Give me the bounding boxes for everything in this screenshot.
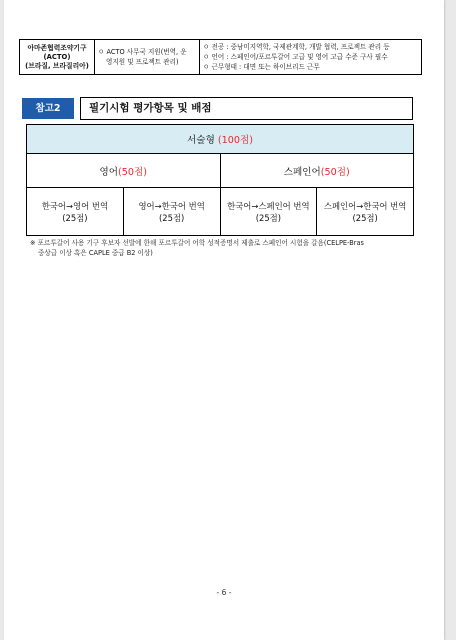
item-cell: [220, 188, 317, 236]
footnote: [30, 238, 426, 258]
table-row: [20, 40, 422, 75]
item-name: 영어→한국어 번역: [138, 200, 205, 211]
item-name: 한국어→스페인어 번역: [227, 200, 310, 211]
english-points: (50점): [118, 166, 147, 178]
item-points: (25점): [255, 212, 282, 223]
table-row: [27, 188, 414, 236]
english-label: 영어: [99, 166, 119, 178]
reference-badge: 참고2: [22, 98, 74, 119]
item-points: (25점): [62, 212, 88, 223]
reference-title: 필기시험 평가항목 및 배점: [80, 97, 413, 120]
item-cell: [317, 188, 414, 236]
item-points: (25점): [158, 212, 185, 223]
org-location: (브라질, 브라질리아): [25, 61, 89, 70]
table-row: [27, 154, 414, 188]
footnote-line: 중상급 이상 혹은 CAPLE 중급 B2 이상): [38, 249, 153, 257]
item-name: 한국어→영어 번역: [41, 200, 109, 211]
item-cell: [123, 188, 220, 236]
organization-cell: [20, 40, 95, 75]
english-cell: [27, 154, 221, 188]
essay-header-cell: [27, 125, 414, 154]
score-table: [26, 124, 414, 236]
page-number: - 6 -: [216, 588, 232, 597]
spanish-points: (50점): [320, 166, 350, 178]
essay-points: (100점): [217, 135, 253, 146]
item-points: (25점): [352, 212, 378, 223]
requirements-cell: [200, 40, 422, 75]
requirement-language: ㅇ 언어 : 스페인어/포르투갈어 고급 및 영어 고급 수준 구사 필수: [203, 53, 388, 61]
org-name: 아마존협력조약기구: [27, 43, 87, 52]
footnote-line: ※ 포르투갈어 사용 기구 후보자 선발에 한해 포르투갈어 어학 성적증명서 제출로 스페인어 시험을 갈음(CELPE-Bras: [30, 239, 364, 247]
org-abbr: (ACTO): [43, 52, 71, 61]
requirement-major: ㅇ 전공 : 중남미지역학, 국제관계학, 개발 협력, 프로젝트 관리 등: [203, 43, 390, 51]
essay-label: 서술형: [187, 135, 218, 146]
table-row: [27, 125, 414, 154]
item-name: 스페인어→한국어 번역: [323, 200, 407, 211]
item-cell: [27, 188, 124, 236]
spanish-label: 스페인어: [283, 166, 321, 178]
vertical-scrollbar[interactable]: [446, 0, 456, 640]
document-page: [4, 0, 444, 640]
requirement-work-type: ㅇ 근무형태 : 대면 또는 하이브리드 근무: [203, 63, 320, 71]
duties-line: 영지원 및 프로젝트 관리): [106, 58, 179, 66]
duties-line: ㅇ ACTO 사무국 지원(번역, 운: [98, 48, 187, 56]
duties-cell: [95, 40, 200, 75]
spanish-cell: [220, 154, 414, 188]
position-table: [19, 39, 422, 75]
